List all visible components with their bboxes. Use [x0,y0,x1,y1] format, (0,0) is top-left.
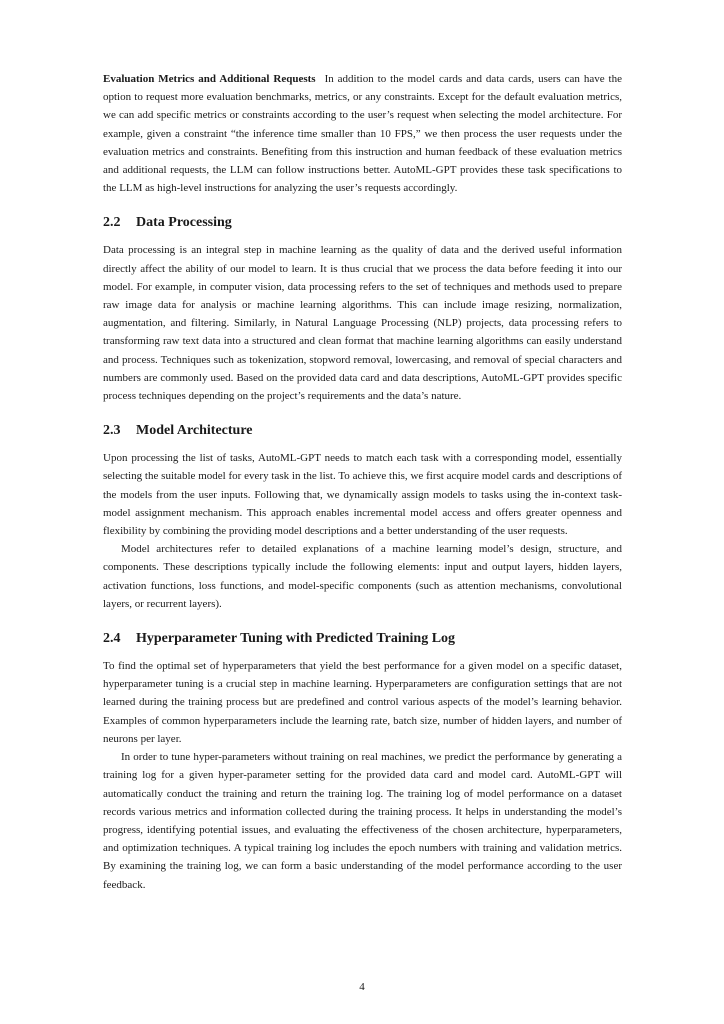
section-number: 2.2 [103,215,121,231]
section-title: Data Processing [136,215,232,231]
body-paragraph: In order to tune hyper-parameters without training on real machines, we predict the performance by generating a training log for a given hyper-parameter setting for the provided data card and model card. AutoML-GPT will automatically conduct the training and return the training log. The training log of model performance on a dataset records various metrics and information collected during the training process. It helps in understanding the model’s progress, identifying potential issues, and evaluating the effectiveness of the chosen architecture, hyperparameters, and optimization techniques. A typical training log includes the epoch numbers with training and validation metrics. By examining the training log, we can form a basic understanding of the model performance according to the user feedback. [103,751,622,891]
section-title: Hyperparameter Tuning with Predicted Training Log [136,631,456,647]
section-number: 2.4 [103,631,121,647]
run-in-heading: Evaluation Metrics and Additional Requests [103,73,316,85]
body-paragraph: To find the optimal set of hyperparameters that yield the best performance for a given model on a specific dataset, hyperparameter tuning is a crucial step in machine learning. Hyperparameters are configuration settings that are not learned during the training process but are predefined and control various aspects of the model’s learning behavior. Examples of common hyperparameters include the learning rate, batch size, number of hidden layers, and number of neurons per layer. [103,660,622,745]
section-heading-data-processing [103,214,622,232]
section-number: 2.3 [103,423,121,439]
section-heading-hyperparameter-tuning [103,630,622,648]
section-title: Model Architecture [136,423,253,439]
page-number: 4 [359,981,365,993]
intro-paragraph-text: In addition to the model cards and data cards, users can have the option to request more evaluation benchmarks, metrics, or any constraints. Except for the default evaluation metrics, we can add specific metrics or constraints according to the user’s request when selecting the model architecture. For example, given a constraint “the inference time smaller than 10 FPS,” we then process the user requests under the evaluation metrics and constraints. Benefiting from this instruction and human feedback of these evaluation metrics and additional requests, the LLM can follow instructions better. AutoML-GPT provides these task specifications to the LLM as high-level instructions for analyzing the user’s requests accordingly. [103,73,622,195]
section-heading-model-architecture [103,422,622,440]
page-body [103,70,622,894]
body-paragraph: Model architectures refer to detailed explanations of a machine learning model’s design, structure, and components. These descriptions typically include the following elements: input and output layers, hidden layers, activation functions, loss functions, and model-specific components (such as attention mechanisms, convolutional layers, or recurrent layers). [103,543,622,610]
body-paragraph: Upon processing the list of tasks, AutoML-GPT needs to match each task with a corresponding model, essentially selecting the suitable model for every task in the list. To achieve this, we first acquire model cards and descriptions of the models from the user inputs. Following that, we dynamically assign models to tasks using the in-context task-model assignment mechanism. This approach enables incremental model access and offers greater openness and flexibility by combining the providing model descriptions and a better understanding of the user requests. [103,452,622,538]
intro-paragraph [103,70,622,197]
body-paragraph: Data processing is an integral step in machine learning as the quality of data and the derived useful information directly affect the ability of our model to learn. It is thus crucial that we process the data before feeding it into our model. For example, in computer vision, data processing refers to the set of techniques and methods used to prepare raw image data for analysis or machine learning algorithms. This can include image resizing, normalization, augmentation, and filtering. Similarly, in Natural Language Processing (NLP) projects, data processing refers to transforming raw text data into a structured and clean format that machine learning algorithms can easily understand and process. Techniques such as tokenization, stopword removal, lowercasing, and removal of special characters and numbers are commonly used. Based on the provided data card and data descriptions, AutoML-GPT provides specific process techniques depending on the project’s requirements and the data’s nature. [103,244,622,403]
